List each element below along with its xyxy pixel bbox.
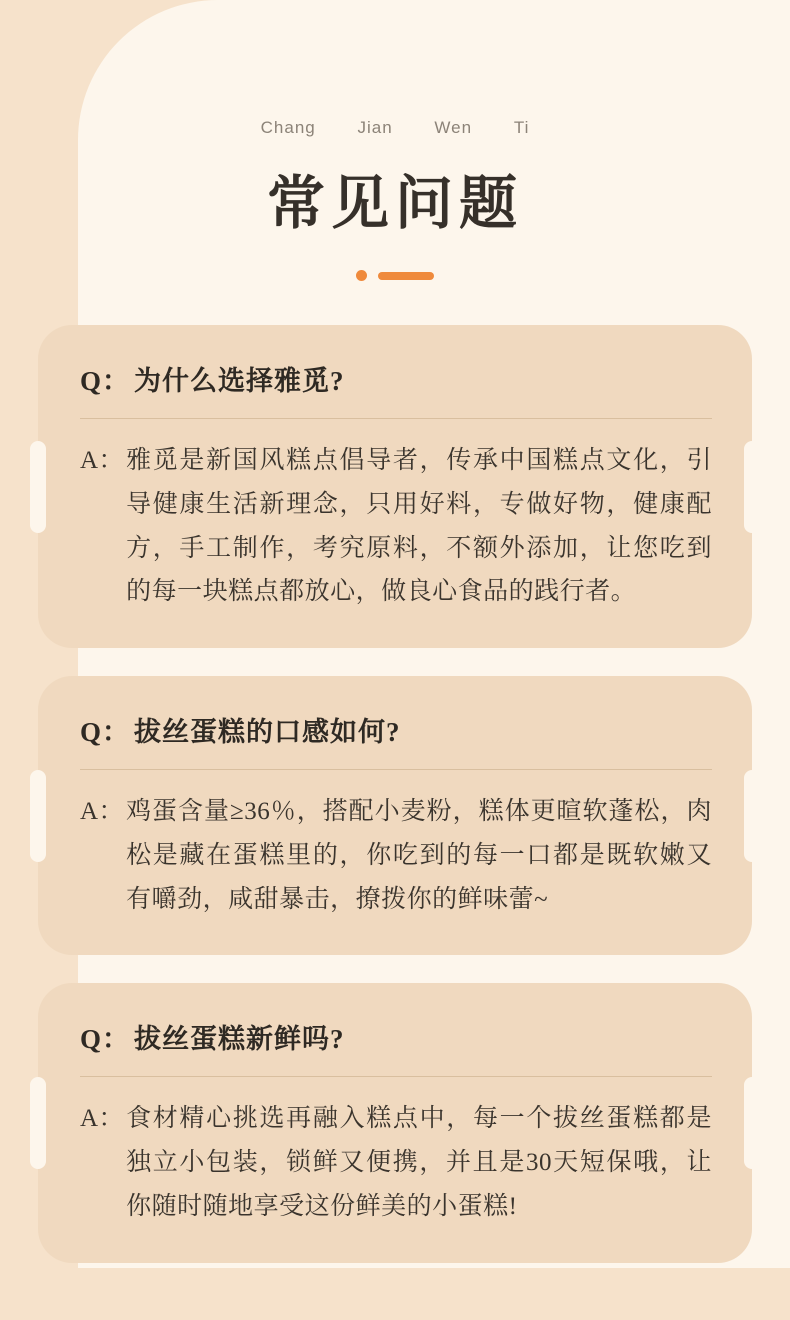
faq-answer-row xyxy=(80,439,712,614)
pinyin-syllable-4: Ti xyxy=(513,118,530,137)
page-header xyxy=(0,0,790,281)
faq-answer-text: 食材精心挑选再融入糕点中，每一个拔丝蛋糕都是独立小包装，锁鲜又便携，并且是30天短保哦，让你随时随地享受这份鲜美的小蛋糕! xyxy=(126,1105,712,1220)
faq-list xyxy=(0,325,790,1263)
question-prefix: Q： xyxy=(80,1024,131,1055)
faq-question-row xyxy=(80,710,712,769)
faq-answer-row xyxy=(80,790,712,921)
faq-question-row xyxy=(80,359,712,418)
faq-separator xyxy=(80,769,712,770)
faq-separator xyxy=(80,418,712,419)
faq-answer-text: 雅觅是新国风糕点倡导者，传承中国糕点文化，引导健康生活新理念，只用好料，专做好物，健康配方，手工制作，考究原料，不额外添加，让您吃到的每一块糕点都放心，做良心食品的践行者。 xyxy=(126,447,712,606)
answer-prefix: A： xyxy=(80,447,125,474)
title-pinyin xyxy=(0,118,790,138)
faq-item[interactable] xyxy=(38,983,752,1262)
pinyin-syllable-1: Chang xyxy=(260,118,316,137)
answer-prefix: A： xyxy=(80,1105,125,1133)
page-title: 常见问题 xyxy=(266,169,523,237)
divider-dot-icon xyxy=(356,270,367,281)
faq-question-text: 为什么选择雅觅? xyxy=(134,366,345,396)
faq-question-text: 拔丝蛋糕的口感如何? xyxy=(134,717,401,747)
faq-separator xyxy=(80,1076,712,1077)
faq-question-row xyxy=(80,1017,712,1076)
faq-question-text: 拔丝蛋糕新鲜吗? xyxy=(134,1024,345,1055)
faq-answer-text: 鸡蛋含量≥36％，搭配小麦粉，糕体更暄软蓬松，肉松是藏在蛋糕里的，你吃到的每一口都是既软嫩又有嚼劲，咸甜暴击，撩拨你的鲜味蕾~ xyxy=(126,798,712,913)
question-prefix: Q： xyxy=(80,717,131,747)
faq-item[interactable] xyxy=(38,325,752,648)
faq-item[interactable] xyxy=(38,676,752,955)
answer-prefix: A： xyxy=(80,798,125,825)
divider-bar-icon xyxy=(378,272,434,280)
pinyin-syllable-2: Jian xyxy=(357,118,393,137)
pinyin-syllable-3: Wen xyxy=(434,118,473,137)
faq-answer-row xyxy=(80,1097,712,1228)
question-prefix: Q： xyxy=(80,366,131,396)
title-divider xyxy=(0,270,790,281)
